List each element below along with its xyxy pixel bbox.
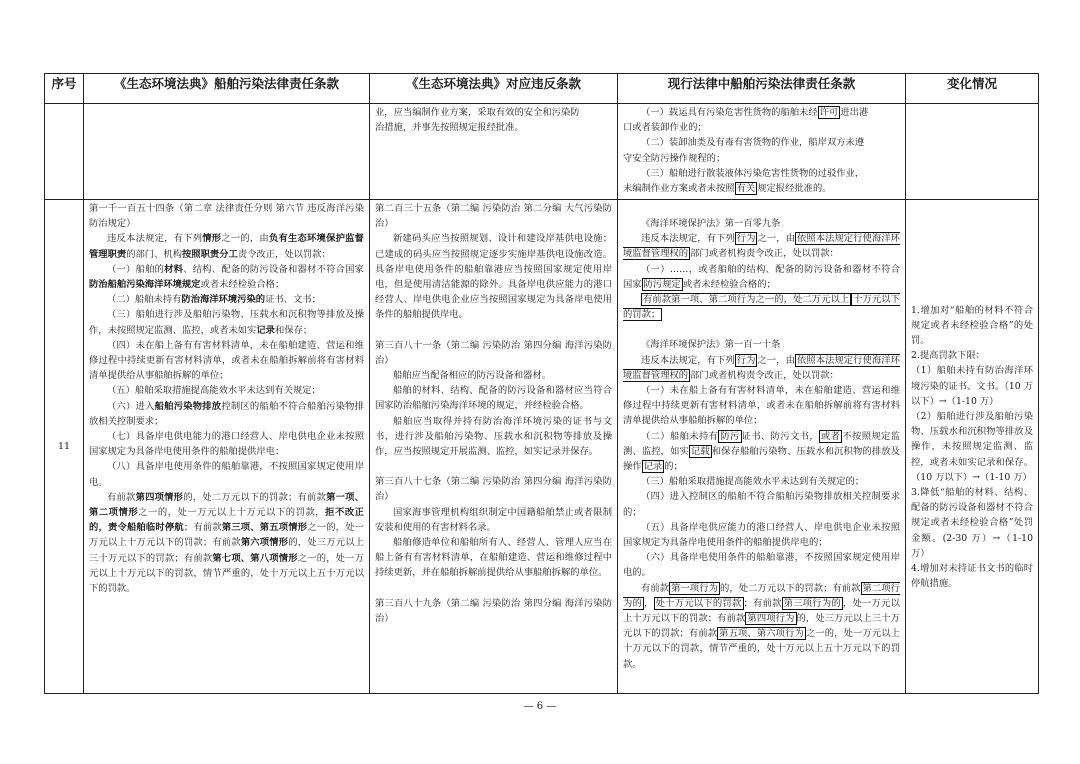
text-paragraph: （六）进入船舶污染物排放控制区的船舶不符合船舶污染物排放相关控制要求；: [89, 400, 364, 427]
text-paragraph: （七）具备岸电供电能力的港口经营人、岸电供电企业未按照国家规定为具备岸电使用条件的船舶提供岸电；: [89, 431, 364, 458]
header-violated-clause: 《生态环境法典》对应违反条款: [370, 74, 618, 104]
cell-code-clause: [84, 200, 370, 694]
row-index: 11: [45, 200, 84, 694]
text-paragraph: （四）未在船上备有有害材料清单，未在船舶建造、营运和维修过程中持续更新有害材料清单，或者未在船舶拆解前将有害材料清单提供给从事船舶拆解的单位；: [89, 339, 364, 382]
cell-current-law-continued: [618, 104, 906, 200]
text-line: （三）船舶进行散装液体污染危害性货物的过驳作业，: [641, 167, 865, 179]
text-paragraph: 有前款 第一项行为 的，处二万元以下的罚款；有前款 第二项行为的 ， 处十万元以下的罚款 ；有前款 第三项行为的 ，处一万元以上十万元以下的罚款；有前款 第四项行为 的，处三万元以上三十万元以下的罚款；有前款 第五项、第六项行为 之一的，处一万元以上十万元以下的罚款，情节严重的，处十万元以上五十万元以下的罚款。: [623, 582, 900, 670]
text-paragraph: （六）具备岸电使用条件的船舶靠港，不按照国家规定使用岸电的。: [623, 552, 900, 579]
text-paragraph: 新建码头应当按照规划、设计和建设岸基供电设施；已建成的码头应当按照规定逐步实施岸基供电设施改造。具备岸电使用条件的船舶靠港应当按照国家规定使用岸电，但是使用清洁能源的除外。具备岸电供应能力的港口经营人、岸电供电企业应当按照国家规定为具备岸电使用条件的船舶提供岸电。: [375, 233, 612, 321]
text-paragraph: （四）进入控制区的船舶不符合船舶污染物排放相关控制要求的；: [623, 491, 900, 518]
table-row-continued: [45, 104, 1039, 200]
article-title: 第三百八十七条（第二编 污染防治 第四分编 海洋污染防治）: [375, 476, 612, 503]
text-line: 未编制作业方案或者未按照 有关 规定报经批准的。: [623, 183, 832, 195]
text-paragraph: 船舶应当配备相应的防污设备和器材。: [393, 370, 552, 382]
cell-empty: [906, 104, 1039, 200]
text-paragraph: 有前款第四项情形的，处二万元以下的罚款；有前款第一项、第二项情形之一的，处一万元以上十万元以下的罚款，拒不改正的，责令船舶临时停航；有前款第三项、第五项情形之一的，处一万元以上十万元以下的罚款；有前款第六项情形的，处三万元以上三十万元以下的罚款；有前款第七项、第八项情形之一的，处一万元以上十万元以下的罚款，情节严重的，处十万元以上五十万元以下的罚款。: [89, 491, 364, 595]
text-paragraph: （三）船舶进行涉及船舶污染物、压载水和沉积物等排放及操作，未按照规定监测、监控，或者未如实记录和保存；: [89, 309, 364, 336]
cell-violated-clause: [370, 200, 618, 694]
change-item: 2.提高罚款下限：: [911, 350, 985, 362]
text-paragraph: （五）具备岸电供应能力的港口经营人、岸电供电企业未按照国家规定为具备岸电使用条件的船舶提供岸电的；: [623, 521, 900, 549]
change-item: 1.增加对“船舶的材料不符合规定或者未经检验合格”的处罚。: [911, 304, 1033, 346]
text-line: （一）载运具有污染危害性货物的船舶未经 许可 进出港: [641, 107, 869, 118]
change-item: （1）船舶未持有防治海洋环境污染的证书、文书。（10 万以下）→（1-10 万）: [911, 365, 1033, 407]
article-title: 第三百八十九条（第二编 污染防治 第四分编 海洋污染防治）: [375, 597, 612, 624]
text-line: 治措施，并事先按照规定报经批准。: [375, 122, 524, 134]
text-paragraph: 违反本法规定，有下列 行为 之一，由 依照本法规定行使海洋环境监督管理权的 部门或者机构责令改正，处以罚款：: [623, 233, 900, 260]
text-paragraph: （一）船舶的材料、结构、配备的防污设备和器材不符合国家防治船舶污染海洋环境规定或者未经检验合格；: [89, 263, 364, 291]
header-changes: 变化情况: [906, 74, 1039, 104]
text-paragraph: 国家海事管理机构组织制定中国籍船舶禁止或者限制安装和使用的有害材料名录。: [375, 506, 612, 533]
article-title: 第三百八十一条（第二编 污染防治 第四分编 海洋污染防治）: [375, 339, 612, 366]
text-line: 守安全防污操作规程的；: [623, 152, 726, 164]
table-row-11: [45, 200, 1039, 694]
comparison-table: [44, 73, 1039, 694]
text-paragraph: （三）船舶采取措施提高能效水平未达到有关规定的；: [641, 476, 865, 488]
text-paragraph: 船舶修造单位和船舶所有人、经营人、管理人应当在船上备有有害材料清单，在船舶建造、营运和维修过程中持续更新，并在船舶拆解前提供给从事船舶拆解的单位。: [375, 537, 612, 579]
header-index: 序号: [45, 74, 84, 104]
page-number: — 6 —: [523, 701, 557, 712]
cell-changes: [906, 200, 1039, 694]
text-paragraph: 违反本法规定，有下列 行为 之一，由 依照本法规定行使海洋环境监督管理权的 部门或者机构责令改正，处以罚款：: [623, 354, 900, 381]
text-line: 口或者装卸作业的；: [623, 122, 707, 134]
text-paragraph: （二）船舶未持有 防污 证书、防污文书， 或者 不按照规定监测、监控，如实 记载 和保存船舶污染物、压载水和沉积物的排放及操作 记录 的；: [623, 430, 900, 473]
text-line: 业，应当编制作业方案，采取有效的安全和污染防: [375, 107, 580, 118]
change-item: （2）船舶进行涉及船舶污染物、压载水和沉积物等排放及操作，未按照规定监测、监控，或者未如实记录和保存。（10 万以下）→（1-10 万）: [911, 410, 1033, 483]
article-title: 第二百三十五条（第二编 污染防治 第二分编 大气污染防治）: [375, 203, 612, 230]
change-item: 3.降低“船舶的材料、结构、配备的防污设备和器材不符合规定或者未经检验合格”处罚金额。(2-30 万）→（1-10 万）: [911, 487, 1033, 559]
text-paragraph: （五）船舶采取措施提高能效水平未达到有关规定；: [107, 385, 321, 397]
cell-empty: [45, 104, 84, 200]
text-paragraph: （八）具备岸电使用条件的船舶靠港，不按照国家规定使用岸电。: [89, 461, 364, 488]
text-paragraph: 有前款第一项、第二项行为之一的，处二万元以上 十万元以下的罚款；: [623, 294, 900, 321]
law-title: 《海洋环境保护法》第一百零九条: [641, 218, 781, 229]
header-code-clause: 《生态环境法典》船舶污染法律责任条款: [84, 74, 370, 104]
clause-title: 第一千一百五十四条（第二章 法律责任分则 第六节 违反海洋污染防治规定）: [89, 203, 364, 230]
cell-violated-continued: [370, 104, 618, 200]
cell-empty: [84, 104, 370, 200]
text-paragraph: 船舶应当取得并持有防治海洋环境污染的证书与文书，进行涉及船舶污染物、压载水和沉积物等排放及操作，应当按照规定开展监测、监控，如实记录并保存。: [375, 415, 612, 458]
table-header-row: [45, 74, 1039, 104]
change-item: 4.增加对未持证书文书的临时停航措施。: [911, 563, 1033, 590]
text-paragraph: （二）船舶未持有防治海洋环境污染的证书、文书；: [107, 294, 321, 306]
text-paragraph: （一）未在船上备有有害材料清单，未在船舶建造、营运和维修过程中持续更新有害材料清单，或者未在船舶拆解前将有害材料清单提供给从事船舶拆解的单位；: [623, 385, 900, 427]
text-paragraph: 违反本法规定，有下列情形之一的，由负有生态环境保护监督管理职责的部门、机构按照职责分工责令改正，处以罚款：: [89, 233, 364, 260]
cell-current-law: [618, 200, 906, 694]
text-paragraph: 船舶的材料、结构、配备的防污设备和器材应当符合国家防治船舶污染海洋环境的规定，并经检验合格。: [375, 385, 612, 412]
text-line: （二）装卸油类及有毒有害货物的作业，船岸双方未遵: [641, 137, 865, 149]
header-current-law: 现行法律中船舶污染法律责任条款: [618, 74, 906, 104]
law-title: 《海洋环境保护法》第一百一十条: [641, 339, 781, 351]
text-paragraph: （一）……，或者船舶的结构、配备的防污设备和器材不符合国家 防污规定 或者未经检验合格的；: [623, 263, 900, 290]
